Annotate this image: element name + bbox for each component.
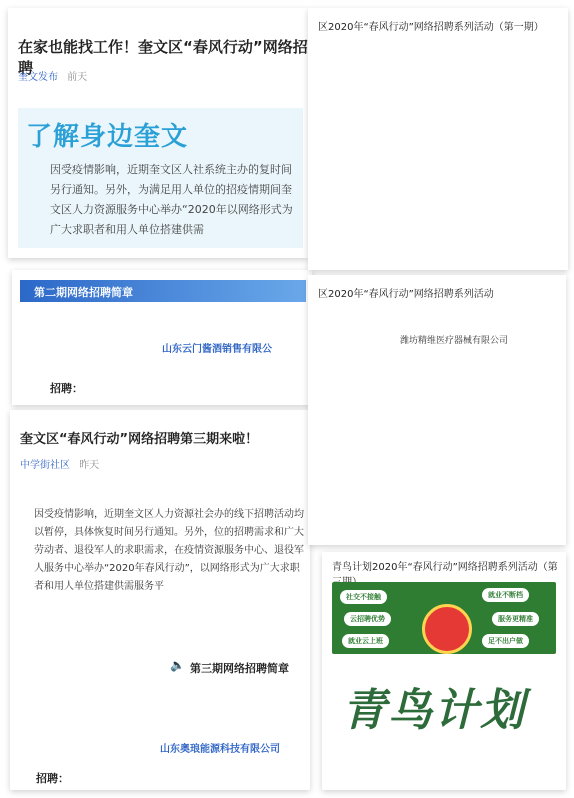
youth-league-emblem-icon: [422, 604, 472, 654]
article-card-f[interactable]: [322, 552, 566, 790]
sticker: 云招聘优势: [344, 612, 391, 626]
qingniao-logo: 青鸟计划: [342, 685, 526, 736]
sticker: 服务更精准: [492, 612, 539, 626]
article-meta: [18, 68, 87, 83]
article-title[interactable]: 青鸟计划2020年“春风行动”网络招聘系列活动（第: [332, 562, 558, 573]
section-title: 第三期网络招聘简章: [190, 662, 289, 675]
article-source[interactable]: 奎文发布: [18, 72, 58, 83]
article-time: 前天: [67, 72, 88, 83]
article-meta: [20, 456, 99, 471]
article-card-b[interactable]: [12, 270, 312, 405]
article-title[interactable]: 奎文区“春风行动”网络招聘第三期来啦！: [20, 432, 259, 447]
speaker-icon: 🔈: [170, 658, 185, 672]
article-card-a[interactable]: [8, 8, 308, 258]
company-name: 山东云门酱酒销售有限公: [162, 344, 272, 355]
article-paragraph: 因受疫情影响，近期奎文区人社系统主办的复时间另行通知。另外，为满足用人单位的招疫情期间奎文区人力资源服务中心举办“2020年以网络形式为广大求职者和用人单位搭建供需: [50, 163, 293, 236]
article-title[interactable]: 区2020年“春风行动”网络招聘系列活动（第一期）: [318, 22, 544, 33]
section-title: 第二期网络招聘简章: [34, 286, 133, 299]
article-title[interactable]: 区2020年“春风行动”网络招聘系列活动: [318, 289, 494, 300]
hero-heading: 了解身边奎文: [26, 122, 189, 152]
sticker: 足不出户做: [482, 634, 529, 648]
sticker: 社交不接触: [340, 590, 387, 604]
sticker: 就业不断档: [482, 588, 529, 602]
article-time: 昨天: [79, 460, 100, 471]
article-card-c[interactable]: [10, 410, 310, 790]
article-title[interactable]: 在家也能找工作！奎文区“春风行动”网络招聘: [18, 38, 308, 77]
recruit-label: 招聘：: [36, 772, 69, 785]
article-paragraph: 因受疫情影响，近期奎文区人力资源社会办的线下招聘活动均以暂停，具体恢复时间另行通知。另外，位的招聘需求和广大劳动者、退役军人的求职需求，在疫情资源服务中心、退役军人服务中心举办“2020年春风行动”，以网络形式为广大求职者和用人单位搭建供需服务平: [34, 509, 304, 592]
section-banner: [20, 280, 306, 302]
article-card-d[interactable]: [308, 8, 568, 270]
hero-banner: [18, 108, 303, 248]
sticker: 就业云上班: [342, 634, 389, 648]
article-card-e[interactable]: [308, 275, 566, 545]
company-name: 山东奥琅能源科技有限公司: [160, 744, 280, 755]
article-source[interactable]: 中学街社区: [20, 460, 70, 471]
recruit-label: 招聘：: [50, 382, 83, 395]
promo-banner: [332, 582, 556, 654]
company-name: 潍坊精维医疗器械有限公司: [400, 336, 509, 346]
